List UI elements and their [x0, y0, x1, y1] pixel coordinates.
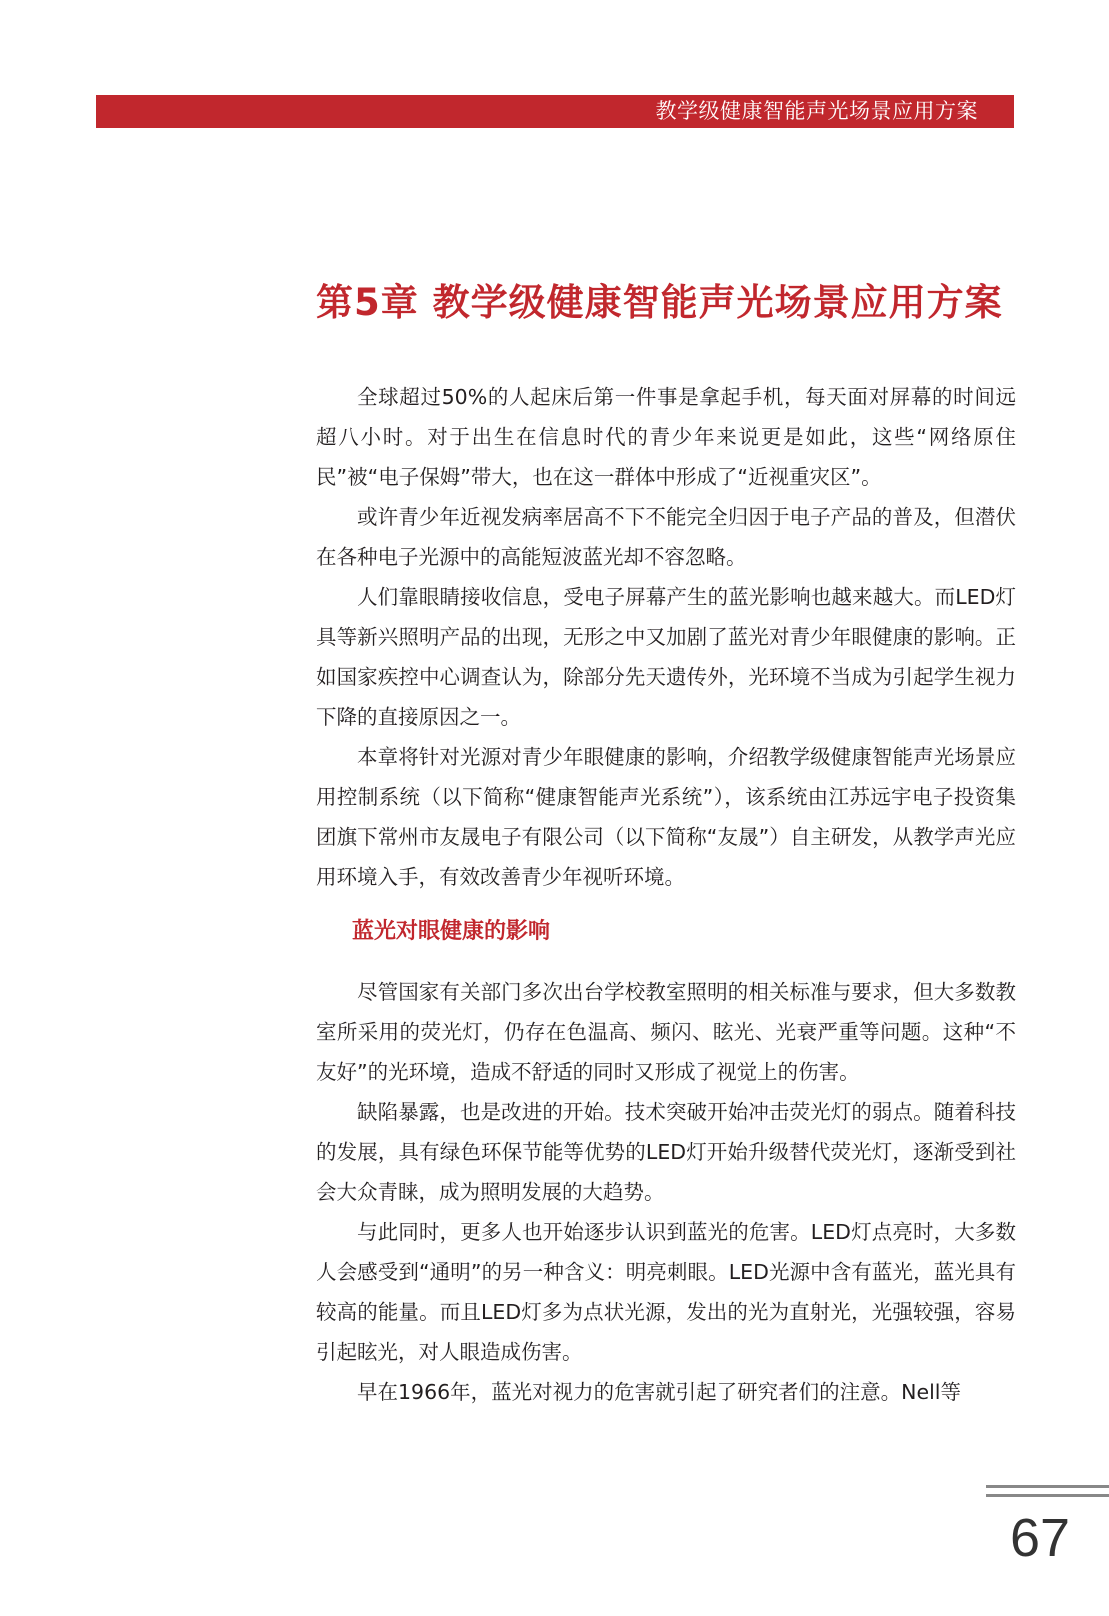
body-paragraph: 全球超过50%的人起床后第一件事是拿起手机，每天面对屏幕的时间远超八小时。对于出生在信息时代的青少年来说更是如此，这些“网络原住民”被“电子保姆”带大，也在这一群体中形成了“近视重灾区”。: [316, 385, 1016, 489]
chapter-body: [316, 377, 1016, 1412]
body-paragraph: 与此同时，更多人也开始逐步认识到蓝光的危害。LED灯点亮时，大多数人会感受到“通明”的另一种含义：明亮刺眼。LED光源中含有蓝光，蓝光具有较高的能量。而且LED灯多为点状光源，发出的光为直射光，光强较强，容易引起眩光，对人眼造成伤害。: [316, 1220, 1016, 1364]
running-header-title: 教学级健康智能声光场景应用方案: [655, 99, 978, 123]
body-paragraph: 本章将针对光源对青少年眼健康的影响，介绍教学级健康智能声光场景应用控制系统（以下简称“健康智能声光系统”），该系统由江苏远宇电子投资集团旗下常州市友晟电子有限公司（以下简称“友晟”）自主研发，从教学声光应用环境入手，有效改善青少年视听环境。: [316, 745, 1016, 889]
body-paragraph: 尽管国家有关部门多次出台学校教室照明的相关标准与要求，但大多数教室所采用的荧光灯，仍存在色温高、频闪、眩光、光衰严重等问题。这种“不友好”的光环境，造成不舒适的同时又形成了视觉上的伤害。: [316, 980, 1016, 1084]
footer-rule: [986, 1485, 1109, 1488]
page-number: 67: [1010, 1508, 1071, 1568]
section-heading: 蓝光对眼健康的影响: [352, 919, 551, 944]
chapter-title: 第5章 教学级健康智能声光场景应用方案: [316, 281, 1003, 324]
body-paragraph: 或许青少年近视发病率居高不下不能完全归因于电子产品的普及，但潜伏在各种电子光源中的高能短波蓝光却不容忽略。: [316, 505, 1016, 569]
body-paragraph: 早在1966年，蓝光对视力的危害就引起了研究者们的注意。Nell等: [357, 1380, 962, 1404]
running-header-band: [96, 95, 1014, 128]
body-paragraph: 人们靠眼睛接收信息，受电子屏幕产生的蓝光影响也越来越大。而LED灯具等新兴照明产品的出现，无形之中又加剧了蓝光对青少年眼健康的影响。正如国家疾控中心调查认为，除部分先天遗传外，光环境不当成为引起学生视力下降的直接原因之一。: [316, 585, 1016, 729]
body-paragraph: 缺陷暴露，也是改进的开始。技术突破开始冲击荧光灯的弱点。随着科技的发展，具有绿色环保节能等优势的LED灯开始升级替代荧光灯，逐渐受到社会大众青睐，成为照明发展的大趋势。: [316, 1100, 1016, 1204]
footer-rule: [986, 1494, 1109, 1497]
